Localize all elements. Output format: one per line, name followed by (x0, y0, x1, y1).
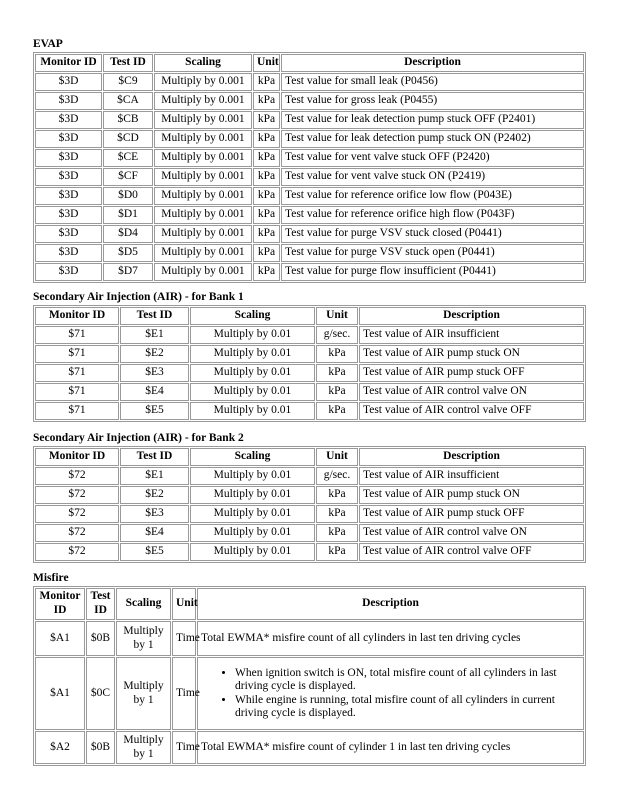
cell-unit: Time (172, 621, 196, 656)
header-description: Description (281, 54, 584, 72)
cell-scaling: Multiply by 0.001 (154, 187, 252, 205)
header-scaling: Scaling (154, 54, 252, 72)
cell-unit: kPa (253, 111, 280, 129)
cell-description: Test value for reference orifice high flow (P043F) (281, 206, 584, 224)
cell-description: Test value for purge flow insufficient (P0441) (281, 263, 584, 281)
cell-unit: kPa (316, 543, 358, 561)
table-row (35, 524, 584, 542)
cell-test-id: $0C (86, 657, 115, 730)
cell-unit: kPa (253, 73, 280, 91)
cell-unit: kPa (253, 244, 280, 262)
cell-test-id: $E2 (120, 345, 189, 363)
cell-unit: Time (172, 731, 196, 764)
cell-monitor-id: $3D (35, 130, 102, 148)
header-scaling: Scaling (190, 307, 315, 325)
evap-table (33, 52, 586, 283)
cell-description: Test value for small leak (P0456) (281, 73, 584, 91)
cell-scaling: Multiply by 0.01 (190, 467, 315, 485)
cell-scaling: Multiply by 1 (116, 621, 171, 656)
header-monitor-id: Monitor ID (35, 307, 119, 325)
cell-scaling: Multiply by 0.001 (154, 168, 252, 186)
table-row (35, 92, 584, 110)
cell-monitor-id: $72 (35, 524, 119, 542)
header-test-id: Test ID (120, 307, 189, 325)
misfire-header-row (35, 588, 584, 620)
evap-header-row (35, 54, 584, 72)
cell-unit: g/sec. (316, 467, 358, 485)
cell-scaling: Multiply by 0.001 (154, 206, 252, 224)
table-row (35, 543, 584, 561)
cell-test-id: $CB (103, 111, 153, 129)
cell-scaling: Multiply by 0.001 (154, 92, 252, 110)
header-monitor-id: Monitor ID (35, 54, 102, 72)
air-bank1-title: Secondary Air Injection (AIR) - for Bank 1 (33, 291, 244, 303)
cell-description: Total EWMA* misfire count of cylinder 1 in last ten driving cycles (197, 731, 584, 764)
cell-test-id: $E2 (120, 486, 189, 504)
misfire-section (33, 570, 586, 766)
table-row (35, 225, 584, 243)
cell-test-id: $D5 (103, 244, 153, 262)
air-bank2-section (33, 430, 586, 563)
header-description: Description (197, 588, 584, 620)
table-row (35, 657, 584, 730)
table-row (35, 187, 584, 205)
cell-scaling: Multiply by 0.001 (154, 130, 252, 148)
cell-description: Test value for vent valve stuck OFF (P2420) (281, 149, 584, 167)
table-row (35, 263, 584, 281)
cell-unit: kPa (316, 486, 358, 504)
misfire-title: Misfire (33, 572, 69, 584)
cell-test-id: $E5 (120, 402, 189, 420)
cell-description: Test value of AIR control valve ON (359, 524, 584, 542)
cell-description: Test value of AIR insufficient (359, 467, 584, 485)
cell-monitor-id: $3D (35, 244, 102, 262)
cell-description: Test value for reference orifice low flow (P043E) (281, 187, 584, 205)
cell-test-id: $E3 (120, 505, 189, 523)
air-bank1-header-row (35, 307, 584, 325)
air-bank2-rows (35, 467, 584, 561)
header-unit: Unit (253, 54, 280, 72)
cell-test-id: $D7 (103, 263, 153, 281)
cell-scaling: Multiply by 0.01 (190, 345, 315, 363)
cell-unit: kPa (316, 402, 358, 420)
cell-description: Test value of AIR pump stuck ON (359, 345, 584, 363)
cell-monitor-id: $3D (35, 149, 102, 167)
header-unit: Unit (316, 307, 358, 325)
table-row (35, 149, 584, 167)
cell-unit: g/sec. (316, 326, 358, 344)
cell-test-id: $D1 (103, 206, 153, 224)
cell-monitor-id: $72 (35, 467, 119, 485)
cell-description: Test value of AIR control valve OFF (359, 543, 584, 561)
cell-unit: kPa (253, 92, 280, 110)
cell-test-id: $E3 (120, 364, 189, 382)
cell-monitor-id: $3D (35, 263, 102, 281)
air-bank1-section (33, 289, 586, 422)
cell-description: Test value of AIR pump stuck ON (359, 486, 584, 504)
table-row (35, 345, 584, 363)
cell-description: Test value of AIR control valve ON (359, 383, 584, 401)
cell-monitor-id: $A1 (35, 657, 85, 730)
cell-monitor-id: $3D (35, 168, 102, 186)
description-bullet-list (201, 667, 580, 720)
cell-test-id: $CE (103, 149, 153, 167)
cell-unit: kPa (253, 187, 280, 205)
table-row (35, 168, 584, 186)
table-row (35, 383, 584, 401)
cell-monitor-id: $71 (35, 383, 119, 401)
cell-monitor-id: $71 (35, 345, 119, 363)
cell-scaling: Multiply by 0.001 (154, 111, 252, 129)
table-row (35, 206, 584, 224)
cell-description: Test value for gross leak (P0455) (281, 92, 584, 110)
header-test-id: Test ID (103, 54, 153, 72)
cell-monitor-id: $3D (35, 92, 102, 110)
header-unit: Unit (172, 588, 196, 620)
list-item: • While engine is running, total misfire count of all cylinders in current driving cycle is displayed. (235, 694, 580, 720)
cell-description: Test value for leak detection pump stuck ON (P2402) (281, 130, 584, 148)
table-row (35, 244, 584, 262)
cell-scaling: Multiply by 0.01 (190, 326, 315, 344)
cell-test-id: $CA (103, 92, 153, 110)
cell-description (197, 657, 584, 730)
misfire-rows (35, 621, 584, 764)
evap-rows (35, 73, 584, 281)
cell-monitor-id: $3D (35, 73, 102, 91)
cell-test-id: $E1 (120, 467, 189, 485)
header-monitor-id: Monitor ID (35, 588, 85, 620)
cell-test-id: $E5 (120, 543, 189, 561)
cell-test-id: $E4 (120, 524, 189, 542)
cell-unit: kPa (316, 524, 358, 542)
cell-test-id: $CD (103, 130, 153, 148)
cell-scaling: Multiply by 0.01 (190, 383, 315, 401)
cell-unit: kPa (316, 364, 358, 382)
cell-scaling: Multiply by 0.01 (190, 486, 315, 504)
table-row (35, 621, 584, 656)
cell-scaling: Multiply by 0.001 (154, 73, 252, 91)
cell-monitor-id: $72 (35, 543, 119, 561)
table-row (35, 486, 584, 504)
list-item: • When ignition switch is ON, total misfire count of all cylinders in last driving cycle is displayed. (235, 667, 580, 693)
cell-monitor-id: $71 (35, 326, 119, 344)
cell-test-id: $D0 (103, 187, 153, 205)
cell-scaling: Multiply by 0.01 (190, 402, 315, 420)
table-row (35, 731, 584, 764)
table-row (35, 111, 584, 129)
cell-monitor-id: $71 (35, 364, 119, 382)
evap-section (33, 36, 586, 283)
cell-monitor-id: $3D (35, 111, 102, 129)
cell-scaling: Multiply by 0.01 (190, 524, 315, 542)
header-test-id: Test ID (120, 448, 189, 466)
cell-unit: kPa (253, 225, 280, 243)
cell-test-id: $0B (86, 621, 115, 656)
cell-unit: kPa (316, 383, 358, 401)
cell-unit: kPa (253, 263, 280, 281)
cell-scaling: Multiply by 0.001 (154, 149, 252, 167)
header-unit: Unit (316, 448, 358, 466)
cell-description: Test value of AIR pump stuck OFF (359, 505, 584, 523)
cell-description: Test value for purge VSV stuck open (P0441) (281, 244, 584, 262)
table-row (35, 402, 584, 420)
header-scaling: Scaling (190, 448, 315, 466)
cell-monitor-id: $3D (35, 187, 102, 205)
cell-description: Total EWMA* misfire count of all cylinders in last ten driving cycles (197, 621, 584, 656)
cell-description: Test value for purge VSV stuck closed (P0441) (281, 225, 584, 243)
cell-description: Test value for leak detection pump stuck OFF (P2401) (281, 111, 584, 129)
air-bank2-header-row (35, 448, 584, 466)
air-bank2-table (33, 446, 586, 563)
cell-test-id: $E4 (120, 383, 189, 401)
cell-scaling: Multiply by 0.01 (190, 505, 315, 523)
cell-scaling: Multiply by 0.01 (190, 543, 315, 561)
header-test-id: Test ID (86, 588, 115, 620)
cell-unit: kPa (316, 505, 358, 523)
cell-monitor-id: $A1 (35, 621, 85, 656)
cell-test-id: $C9 (103, 73, 153, 91)
table-row (35, 73, 584, 91)
header-description: Description (359, 307, 584, 325)
cell-unit: kPa (253, 149, 280, 167)
cell-scaling: Multiply by 0.001 (154, 225, 252, 243)
cell-description: Test value for vent valve stuck ON (P2419) (281, 168, 584, 186)
cell-scaling: Multiply by 0.001 (154, 244, 252, 262)
header-scaling: Scaling (116, 588, 171, 620)
table-row (35, 130, 584, 148)
cell-scaling: Multiply by 0.001 (154, 263, 252, 281)
cell-test-id: $E1 (120, 326, 189, 344)
table-row (35, 467, 584, 485)
evap-title: EVAP (33, 38, 63, 50)
cell-monitor-id: $3D (35, 206, 102, 224)
table-row (35, 364, 584, 382)
cell-test-id: $CF (103, 168, 153, 186)
cell-unit: kPa (253, 168, 280, 186)
cell-unit: kPa (253, 130, 280, 148)
table-row (35, 505, 584, 523)
cell-monitor-id: $71 (35, 402, 119, 420)
air-bank1-table (33, 305, 586, 422)
cell-scaling: Multiply by 1 (116, 657, 171, 730)
cell-description: Test value of AIR insufficient (359, 326, 584, 344)
cell-unit: kPa (253, 206, 280, 224)
cell-test-id: $D4 (103, 225, 153, 243)
cell-unit: Time (172, 657, 196, 730)
cell-monitor-id: $72 (35, 486, 119, 504)
air-bank1-rows (35, 326, 584, 420)
cell-unit: kPa (316, 345, 358, 363)
cell-monitor-id: $A2 (35, 731, 85, 764)
header-description: Description (359, 448, 584, 466)
misfire-table (33, 586, 586, 766)
cell-scaling: Multiply by 1 (116, 731, 171, 764)
cell-description: Test value of AIR control valve OFF (359, 402, 584, 420)
cell-test-id: $0B (86, 731, 115, 764)
air-bank2-title: Secondary Air Injection (AIR) - for Bank 2 (33, 432, 244, 444)
header-monitor-id: Monitor ID (35, 448, 119, 466)
cell-scaling: Multiply by 0.01 (190, 364, 315, 382)
cell-monitor-id: $72 (35, 505, 119, 523)
table-row (35, 326, 584, 344)
cell-description: Test value of AIR pump stuck OFF (359, 364, 584, 382)
cell-monitor-id: $3D (35, 225, 102, 243)
